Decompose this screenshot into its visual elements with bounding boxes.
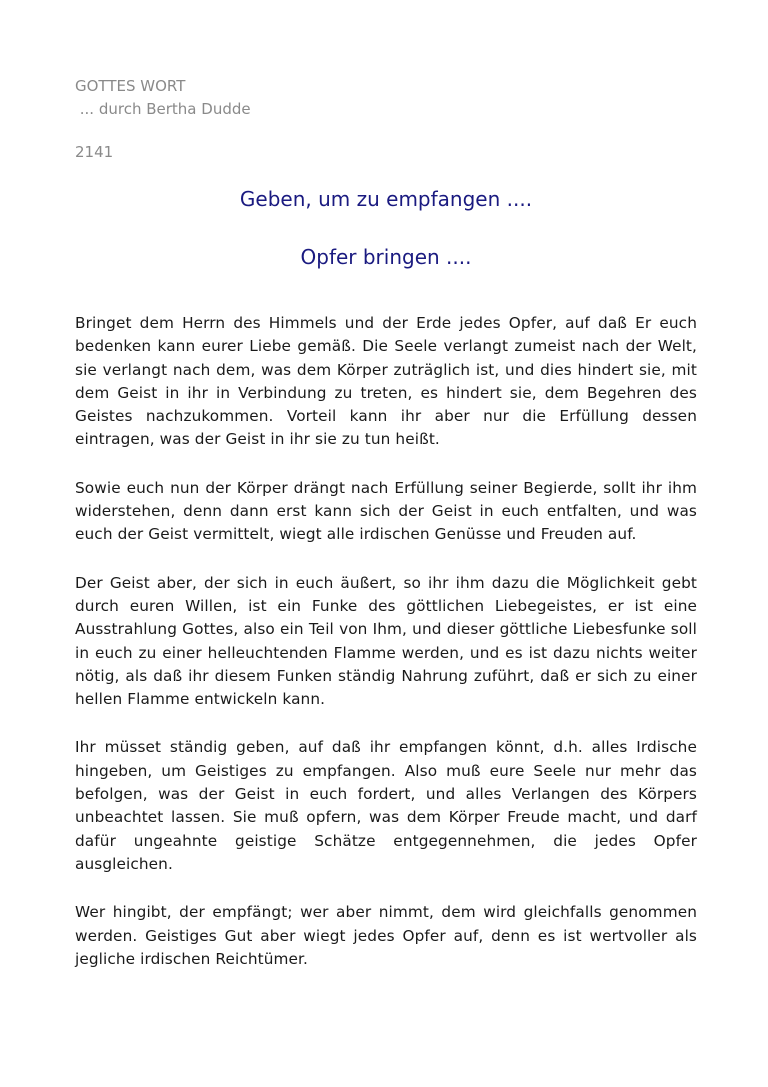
document-number: 2141 xyxy=(75,143,114,161)
main-title: Geben, um zu empfangen .... xyxy=(239,187,533,211)
paragraph-3: Der Geist aber, der sich in euch äußert, so ihr ihm dazu die Möglichkeit gebt durch euren Willen, ist ein Funke des göttlichen Liebegeistes, er ist eine Ausstrahlung Gottes, also ein Teil von Ihm, und dieser göttliche Liebesfunke soll in euch zu einer helleuchtenden Flamme werden, und es ist dazu nichts weiter nötig, als daß ihr diesem Funken ständig Nahrung zuführt, daß er sich zu einer hellen Flamme entwickeln kann. xyxy=(75,573,697,709)
series-title: GOTTES WORT xyxy=(75,77,186,95)
paragraph-1: Bringet dem Herrn des Himmels und der Erde jedes Opfer, auf daß Er euch bedenken kann eurer Liebe gemäß. Die Seele verlangt zumeist nach der Welt, sie verlangt nach dem, was dem Körper zuträglich ist, und dies hindert sie, mit dem Geist in ihr in Verbindung zu treten, es hindert sie, dem Begehren des Geistes nachzukommen. Vorteil kann ihr aber nur die Erfüllung dessen eintragen, was der Geist in ihr sie zu tun heißt. xyxy=(75,314,697,449)
author-line: ... durch Bertha Dudde xyxy=(75,100,251,118)
paragraph-5: Wer hingibt, der empfängt; wer aber nimmt, dem wird gleichfalls genommen werden. Geistiges Gut aber wiegt jedes Opfer auf, denn es ist wertvoller als jegliche irdischen Reichtümer. xyxy=(75,903,697,968)
subtitle: Opfer bringen .... xyxy=(300,245,472,269)
body-text xyxy=(75,312,697,996)
paragraph-4: Ihr müsset ständig geben, auf daß ihr empfangen könnt, d.h. alles Irdische hingeben, um Geistiges zu empfangen. Also muß eure Seele nur mehr das befolgen, was der Geist in euch fordert, und alles Verlangen des Körpers unbeachtet lassen. Sie muß opfern, was dem Körper Freude macht, und darf dafür ungeahnte geistige Schätze entgegennehmen, die jedes Opfer ausgleichen. xyxy=(75,738,697,873)
paragraph-2: Sowie euch nun der Körper drängt nach Erfüllung seiner Begierde, sollt ihr ihm widerstehen, denn dann erst kann sich der Geist in euch entfalten, und was euch der Geist vermittelt, wiegt alle irdischen Genüsse und Freuden auf. xyxy=(75,478,697,544)
